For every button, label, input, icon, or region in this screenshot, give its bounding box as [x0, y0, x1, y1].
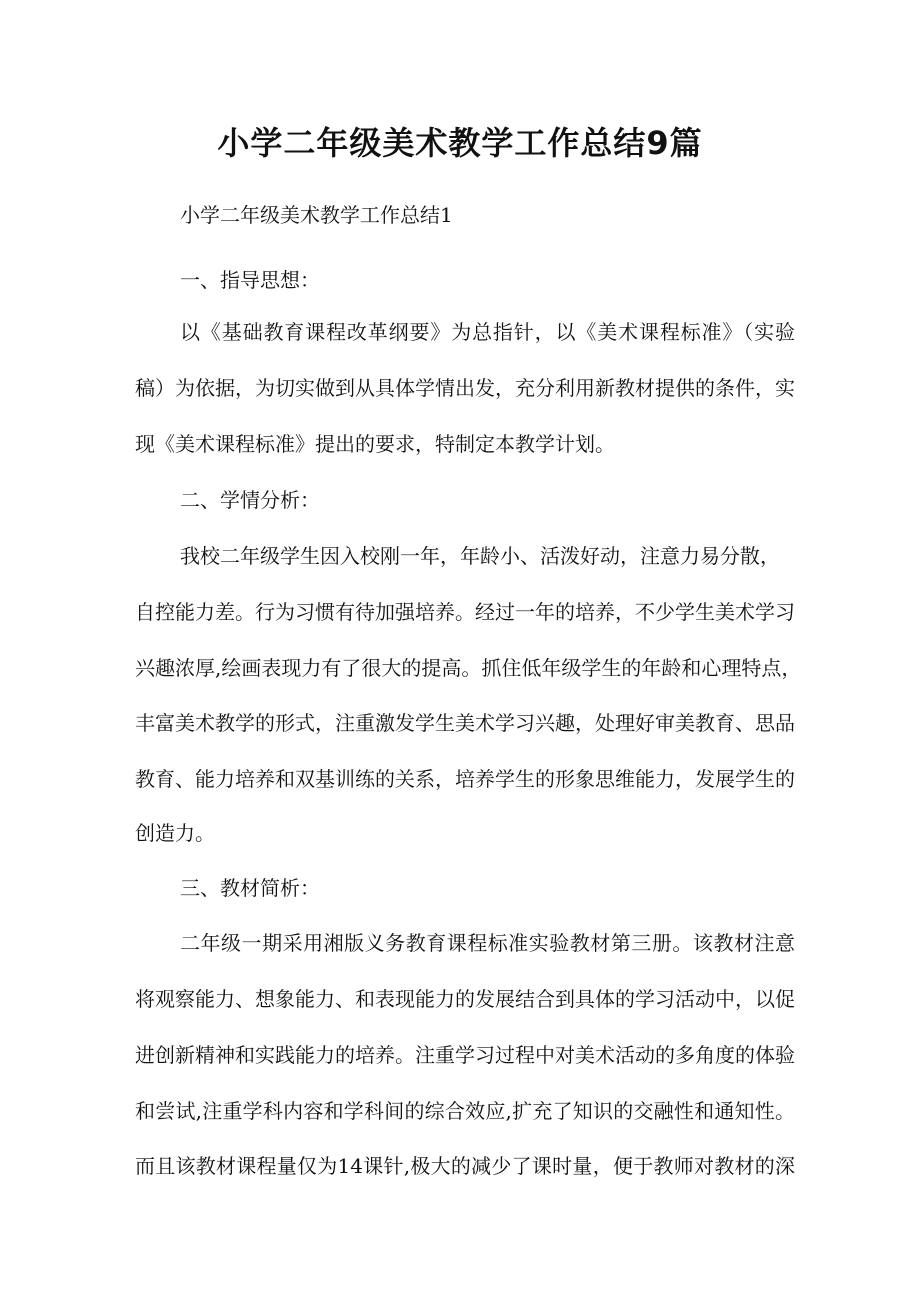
section2-line-2: 自控能力差。行为习惯有待加强培养。经过一年的培养，不少学生美术学习: [135, 600, 795, 624]
section1-heading: 一、指导思想：: [180, 268, 320, 292]
section3-line-1: 二年级一期采用湘版义务教育课程标准实验教材第三册。该教材注意: [180, 931, 795, 955]
section3-line-4: 和尝试,注重学科内容和学科间的综合效应,扩充了知识的交融性和通知性。: [135, 1099, 795, 1123]
section3-line-3: 进创新精神和实践能力的培养。注重学习过程中对美术活动的多角度的体验: [135, 1043, 795, 1067]
section2-line-6: 创造力。: [135, 821, 215, 845]
section2-line-5: 教育、能力培养和双基训练的关系，培养学生的形象思维能力，发展学生的: [135, 767, 795, 791]
section2-line-4: 丰富美术教学的形式，注重激发学生美术学习兴趣，处理好审美教育、思品: [135, 711, 795, 735]
section3-line-2: 将观察能力、想象能力、和表现能力的发展结合到具体的学习活动中，以促: [135, 987, 795, 1011]
section3-line-5: 而且该教材课程量仅为14课针,极大的减少了课时量，便于教师对教材的深: [135, 1154, 795, 1178]
section1-line-2: 稿）为依据，为切实做到从具体学情出发，充分利用新教材提供的条件，实: [135, 376, 795, 400]
section2-line-1: 我校二年级学生因入校刚一年，年龄小、活泼好动，注意力易分散，: [180, 544, 780, 568]
section1-line-1: 以《基础教育课程改革纲要》为总指针，以《美术课程标准》（实验: [180, 320, 795, 344]
section1-line-3: 现《美术课程标准》提出的要求，特制定本教学计划。: [135, 432, 615, 456]
section3-heading: 三、教材简析：: [180, 876, 320, 900]
section2-line-3: 兴趣浓厚,绘画表现力有了很大的提高。抓住低年级学生的年龄和心理特点，: [135, 656, 802, 680]
section-subtitle: 小学二年级美术教学工作总结1: [180, 203, 453, 227]
section2-heading: 二、学情分析：: [180, 488, 320, 512]
document-title: 小学二年级美术教学工作总结9篇: [217, 124, 703, 162]
